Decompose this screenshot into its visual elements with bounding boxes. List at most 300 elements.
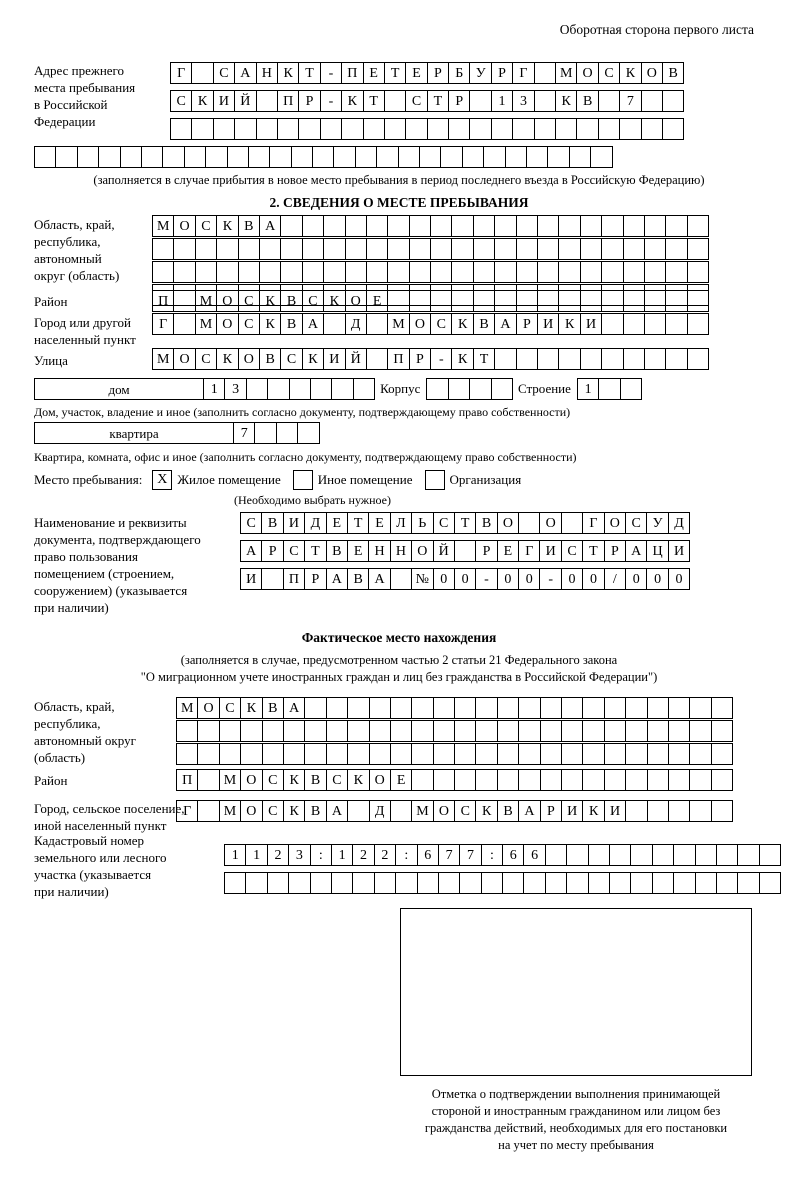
form-cell[interactable] [537, 238, 559, 260]
form-cell[interactable] [280, 215, 302, 237]
form-cell[interactable] [545, 844, 567, 866]
checkbox-organizaciya[interactable] [425, 470, 445, 490]
document-row-2[interactable] [240, 540, 689, 562]
form-cell[interactable] [469, 118, 491, 140]
form-cell[interactable] [347, 800, 369, 822]
form-cell[interactable] [673, 872, 695, 894]
form-cell[interactable]: Т [454, 512, 476, 534]
form-cell[interactable] [387, 290, 409, 312]
document-row-1[interactable] [240, 512, 689, 534]
form-cell[interactable]: С [598, 62, 620, 84]
form-cell[interactable]: И [668, 540, 690, 562]
form-cell[interactable] [665, 290, 687, 312]
form-cell[interactable]: О [345, 290, 367, 312]
form-cell[interactable]: С [302, 290, 324, 312]
form-cell[interactable]: В [238, 215, 260, 237]
form-cell[interactable]: Е [347, 540, 369, 562]
form-cell[interactable]: А [240, 540, 262, 562]
form-cell[interactable] [604, 697, 626, 719]
form-cell[interactable]: Й [345, 348, 367, 370]
checkbox-zhiloe[interactable]: Х [152, 470, 172, 490]
form-cell[interactable]: Е [390, 769, 412, 791]
stamp-box[interactable] [400, 908, 752, 1076]
form-cell[interactable]: К [283, 769, 305, 791]
form-cell[interactable]: К [216, 348, 238, 370]
form-cell[interactable]: С [454, 800, 476, 822]
form-cell[interactable] [516, 238, 538, 260]
form-cell[interactable] [326, 743, 348, 765]
form-cell[interactable]: 2 [352, 844, 374, 866]
form-cell[interactable]: 0 [625, 568, 647, 590]
form-cell[interactable]: А [494, 313, 516, 335]
form-cell[interactable] [55, 146, 77, 168]
form-cell[interactable] [302, 215, 324, 237]
form-cell[interactable]: : [395, 844, 417, 866]
form-cell[interactable] [426, 378, 448, 400]
form-cell[interactable]: Н [390, 540, 412, 562]
form-cell[interactable] [545, 872, 567, 894]
form-cell[interactable] [267, 872, 289, 894]
form-cell[interactable] [689, 697, 711, 719]
form-cell[interactable]: Р [540, 800, 562, 822]
form-cell[interactable] [580, 348, 602, 370]
form-cell[interactable]: Д [369, 800, 391, 822]
city-row[interactable] [152, 313, 708, 335]
form-cell[interactable]: К [283, 800, 305, 822]
form-cell[interactable] [558, 238, 580, 260]
form-cell[interactable] [687, 290, 709, 312]
form-cell[interactable] [588, 872, 610, 894]
form-cell[interactable] [665, 238, 687, 260]
form-cell[interactable]: В [473, 313, 495, 335]
form-cell[interactable] [462, 146, 484, 168]
form-cell[interactable] [238, 238, 260, 260]
form-cell[interactable] [711, 720, 733, 742]
form-cell[interactable] [644, 215, 666, 237]
form-cell[interactable]: П [283, 568, 305, 590]
form-cell[interactable] [558, 348, 580, 370]
form-cell[interactable] [454, 540, 476, 562]
form-cell[interactable] [662, 118, 684, 140]
form-cell[interactable] [604, 769, 626, 791]
form-cell[interactable] [687, 238, 709, 260]
form-cell[interactable]: : [481, 844, 503, 866]
form-cell[interactable] [716, 872, 738, 894]
form-cell[interactable]: С [561, 540, 583, 562]
form-cell[interactable]: К [191, 90, 213, 112]
form-cell[interactable] [625, 769, 647, 791]
form-cell[interactable] [716, 844, 738, 866]
form-cell[interactable]: Г [518, 540, 540, 562]
form-cell[interactable]: П [387, 348, 409, 370]
flat-cells[interactable] [233, 422, 319, 444]
form-cell[interactable]: Р [304, 568, 326, 590]
form-cell[interactable] [430, 290, 452, 312]
form-cell[interactable] [540, 769, 562, 791]
form-cell[interactable] [580, 238, 602, 260]
form-cell[interactable] [390, 800, 412, 822]
document-row-3[interactable] [240, 568, 689, 590]
form-cell[interactable]: Е [368, 512, 390, 534]
form-cell[interactable] [184, 146, 206, 168]
form-cell[interactable]: Г [176, 800, 198, 822]
form-cell[interactable] [668, 720, 690, 742]
form-cell[interactable]: 3 [512, 90, 534, 112]
form-cell[interactable] [366, 348, 388, 370]
form-cell[interactable] [261, 568, 283, 590]
form-cell[interactable] [652, 872, 674, 894]
form-cell[interactable] [711, 769, 733, 791]
form-cell[interactable]: О [641, 62, 663, 84]
form-cell[interactable]: Р [491, 62, 513, 84]
form-cell[interactable]: М [411, 800, 433, 822]
form-cell[interactable]: М [176, 697, 198, 719]
form-cell[interactable] [601, 238, 623, 260]
form-cell[interactable] [558, 261, 580, 283]
form-cell[interactable]: А [326, 800, 348, 822]
form-cell[interactable]: М [152, 215, 174, 237]
korpus-cells[interactable] [426, 378, 512, 400]
form-cell[interactable] [497, 743, 519, 765]
form-cell[interactable]: С [195, 348, 217, 370]
form-cell[interactable] [276, 422, 298, 444]
form-cell[interactable] [665, 215, 687, 237]
form-cell[interactable] [387, 215, 409, 237]
form-cell[interactable]: О [197, 697, 219, 719]
form-cell[interactable] [417, 872, 439, 894]
form-cell[interactable] [430, 261, 452, 283]
form-cell[interactable] [537, 261, 559, 283]
form-cell[interactable] [387, 238, 409, 260]
form-cell[interactable]: П [341, 62, 363, 84]
form-cell[interactable]: Ь [411, 512, 433, 534]
form-cell[interactable]: Т [298, 62, 320, 84]
form-cell[interactable] [590, 146, 612, 168]
form-cell[interactable] [280, 261, 302, 283]
form-cell[interactable] [347, 697, 369, 719]
form-cell[interactable]: 7 [438, 844, 460, 866]
form-cell[interactable] [384, 118, 406, 140]
form-cell[interactable]: О [409, 313, 431, 335]
form-cell[interactable] [246, 378, 268, 400]
form-cell[interactable] [280, 238, 302, 260]
form-cell[interactable]: - [320, 62, 342, 84]
form-cell[interactable] [518, 512, 540, 534]
prev-address-row-1[interactable] [170, 62, 683, 84]
form-cell[interactable]: 7 [459, 844, 481, 866]
form-cell[interactable] [516, 215, 538, 237]
form-cell[interactable]: И [561, 800, 583, 822]
form-cell[interactable] [213, 118, 235, 140]
form-cell[interactable] [283, 743, 305, 765]
form-cell[interactable]: Р [298, 90, 320, 112]
form-cell[interactable]: Д [668, 512, 690, 534]
form-cell[interactable] [176, 743, 198, 765]
form-cell[interactable] [283, 720, 305, 742]
form-cell[interactable] [77, 146, 99, 168]
checkbox-inoe[interactable] [293, 470, 313, 490]
form-cell[interactable] [576, 118, 598, 140]
form-cell[interactable] [310, 872, 332, 894]
form-cell[interactable]: 3 [288, 844, 310, 866]
form-cell[interactable] [419, 146, 441, 168]
form-cell[interactable] [516, 261, 538, 283]
form-cell[interactable] [409, 261, 431, 283]
street-row[interactable] [152, 348, 708, 370]
form-cell[interactable] [390, 697, 412, 719]
form-cell[interactable] [759, 872, 781, 894]
form-cell[interactable] [516, 348, 538, 370]
form-cell[interactable] [630, 844, 652, 866]
form-cell[interactable]: К [323, 290, 345, 312]
form-cell[interactable]: М [555, 62, 577, 84]
form-cell[interactable] [673, 844, 695, 866]
form-cell[interactable] [652, 844, 674, 866]
form-cell[interactable]: М [219, 800, 241, 822]
form-cell[interactable] [518, 697, 540, 719]
form-cell[interactable] [454, 769, 476, 791]
form-cell[interactable] [345, 261, 367, 283]
form-cell[interactable] [619, 118, 641, 140]
form-cell[interactable] [623, 261, 645, 283]
form-cell[interactable] [369, 697, 391, 719]
form-cell[interactable]: К [619, 62, 641, 84]
form-cell[interactable]: 0 [518, 568, 540, 590]
form-cell[interactable] [390, 720, 412, 742]
form-cell[interactable] [644, 261, 666, 283]
form-cell[interactable] [516, 290, 538, 312]
form-cell[interactable] [647, 743, 669, 765]
form-cell[interactable] [494, 261, 516, 283]
prev-address-row-4[interactable] [34, 146, 612, 168]
form-cell[interactable] [411, 769, 433, 791]
form-cell[interactable]: Т [427, 90, 449, 112]
form-cell[interactable] [409, 290, 431, 312]
form-cell[interactable] [173, 290, 195, 312]
form-cell[interactable]: 6 [502, 844, 524, 866]
form-cell[interactable] [323, 215, 345, 237]
form-cell[interactable]: А [283, 697, 305, 719]
form-cell[interactable]: И [537, 313, 559, 335]
form-cell[interactable] [152, 238, 174, 260]
form-cell[interactable] [494, 238, 516, 260]
form-cell[interactable] [558, 290, 580, 312]
form-cell[interactable] [374, 872, 396, 894]
form-cell[interactable] [454, 720, 476, 742]
form-cell[interactable] [366, 215, 388, 237]
form-cell[interactable]: Г [582, 512, 604, 534]
form-cell[interactable]: С [280, 348, 302, 370]
form-cell[interactable] [259, 238, 281, 260]
form-cell[interactable] [433, 720, 455, 742]
form-cell[interactable] [561, 512, 583, 534]
form-cell[interactable] [430, 238, 452, 260]
form-cell[interactable]: И [539, 540, 561, 562]
form-cell[interactable]: И [604, 800, 626, 822]
form-cell[interactable] [473, 238, 495, 260]
form-cell[interactable] [191, 62, 213, 84]
form-cell[interactable] [205, 146, 227, 168]
form-cell[interactable] [625, 697, 647, 719]
form-cell[interactable] [494, 290, 516, 312]
form-cell[interactable]: С [405, 90, 427, 112]
form-cell[interactable] [473, 215, 495, 237]
form-cell[interactable] [451, 215, 473, 237]
form-cell[interactable] [540, 743, 562, 765]
form-cell[interactable]: - [430, 348, 452, 370]
form-cell[interactable] [582, 743, 604, 765]
form-cell[interactable] [502, 872, 524, 894]
form-cell[interactable]: П [277, 90, 299, 112]
form-cell[interactable]: К [451, 348, 473, 370]
form-cell[interactable]: М [152, 348, 174, 370]
form-cell[interactable] [475, 743, 497, 765]
form-cell[interactable] [323, 313, 345, 335]
form-cell[interactable]: С [433, 512, 455, 534]
form-cell[interactable] [448, 118, 470, 140]
form-cell[interactable]: 2 [267, 844, 289, 866]
form-cell[interactable]: А [259, 215, 281, 237]
form-cell[interactable]: - [539, 568, 561, 590]
form-cell[interactable] [384, 90, 406, 112]
form-cell[interactable]: Е [497, 540, 519, 562]
form-cell[interactable] [534, 62, 556, 84]
form-cell[interactable] [641, 118, 663, 140]
form-cell[interactable]: Е [326, 512, 348, 534]
form-cell[interactable]: Т [473, 348, 495, 370]
form-cell[interactable]: 3 [224, 378, 246, 400]
form-cell[interactable] [219, 743, 241, 765]
form-cell[interactable] [427, 118, 449, 140]
form-cell[interactable]: Ц [646, 540, 668, 562]
form-cell[interactable] [625, 743, 647, 765]
form-cell[interactable]: Е [363, 62, 385, 84]
form-cell[interactable] [561, 743, 583, 765]
form-cell[interactable] [580, 290, 602, 312]
form-cell[interactable]: С [326, 769, 348, 791]
form-cell[interactable]: 0 [668, 568, 690, 590]
form-cell[interactable]: - [475, 568, 497, 590]
form-cell[interactable] [433, 769, 455, 791]
form-cell[interactable]: Е [366, 290, 388, 312]
form-cell[interactable]: Р [409, 348, 431, 370]
form-cell[interactable]: Д [304, 512, 326, 534]
form-cell[interactable]: О [433, 800, 455, 822]
form-cell[interactable]: В [262, 697, 284, 719]
form-cell[interactable] [540, 697, 562, 719]
form-cell[interactable] [689, 769, 711, 791]
form-cell[interactable] [620, 378, 642, 400]
form-cell[interactable] [224, 872, 246, 894]
form-cell[interactable] [395, 872, 417, 894]
form-cell[interactable] [475, 697, 497, 719]
form-cell[interactable] [662, 90, 684, 112]
form-cell[interactable] [248, 146, 270, 168]
form-cell[interactable] [647, 769, 669, 791]
form-cell[interactable] [454, 697, 476, 719]
form-cell[interactable]: К [277, 62, 299, 84]
form-cell[interactable] [668, 769, 690, 791]
form-cell[interactable] [366, 261, 388, 283]
form-cell[interactable] [98, 146, 120, 168]
form-cell[interactable] [647, 720, 669, 742]
form-cell[interactable] [304, 697, 326, 719]
form-cell[interactable]: О [604, 512, 626, 534]
form-cell[interactable] [598, 90, 620, 112]
form-cell[interactable] [240, 743, 262, 765]
form-cell[interactable] [558, 215, 580, 237]
form-cell[interactable] [582, 769, 604, 791]
form-cell[interactable]: К [240, 697, 262, 719]
form-cell[interactable] [355, 146, 377, 168]
form-cell[interactable]: О [240, 800, 262, 822]
form-cell[interactable] [687, 261, 709, 283]
form-cell[interactable]: С [238, 313, 260, 335]
form-cell[interactable] [448, 378, 470, 400]
form-cell[interactable]: С [213, 62, 235, 84]
form-cell[interactable]: М [219, 769, 241, 791]
form-cell[interactable]: О [216, 290, 238, 312]
form-cell[interactable] [711, 800, 733, 822]
form-cell[interactable] [481, 872, 503, 894]
form-cell[interactable] [687, 313, 709, 335]
form-cell[interactable] [518, 769, 540, 791]
form-cell[interactable]: А [518, 800, 540, 822]
form-cell[interactable]: В [326, 540, 348, 562]
form-cell[interactable]: К [475, 800, 497, 822]
form-cell[interactable]: 1 [331, 844, 353, 866]
form-cell[interactable]: А [234, 62, 256, 84]
form-cell[interactable] [695, 844, 717, 866]
form-cell[interactable] [347, 743, 369, 765]
form-cell[interactable]: Т [347, 512, 369, 534]
form-cell[interactable]: О [576, 62, 598, 84]
form-cell[interactable] [267, 378, 289, 400]
form-cell[interactable]: В [304, 800, 326, 822]
form-cell[interactable] [451, 261, 473, 283]
form-cell[interactable]: Д [345, 313, 367, 335]
form-cell[interactable] [711, 697, 733, 719]
form-cell[interactable] [737, 872, 759, 894]
form-cell[interactable] [219, 720, 241, 742]
form-cell[interactable] [369, 720, 391, 742]
form-cell[interactable] [647, 697, 669, 719]
form-cell[interactable] [473, 261, 495, 283]
form-cell[interactable]: И [580, 313, 602, 335]
form-cell[interactable]: А [326, 568, 348, 590]
form-cell[interactable] [689, 800, 711, 822]
form-cell[interactable] [173, 313, 195, 335]
form-cell[interactable] [277, 118, 299, 140]
form-cell[interactable] [623, 290, 645, 312]
form-cell[interactable] [473, 290, 495, 312]
form-cell[interactable]: В [576, 90, 598, 112]
form-cell[interactable] [497, 720, 519, 742]
form-cell[interactable]: : [310, 844, 332, 866]
form-cell[interactable] [644, 348, 666, 370]
form-cell[interactable] [173, 238, 195, 260]
form-cell[interactable]: № [411, 568, 433, 590]
form-cell[interactable]: Т [304, 540, 326, 562]
form-cell[interactable]: М [195, 313, 217, 335]
form-cell[interactable] [668, 743, 690, 765]
form-cell[interactable] [644, 313, 666, 335]
form-cell[interactable] [326, 697, 348, 719]
form-cell[interactable]: В [261, 512, 283, 534]
form-cell[interactable]: С [283, 540, 305, 562]
actual-region-row-1[interactable] [176, 697, 732, 719]
form-cell[interactable]: 6 [417, 844, 439, 866]
